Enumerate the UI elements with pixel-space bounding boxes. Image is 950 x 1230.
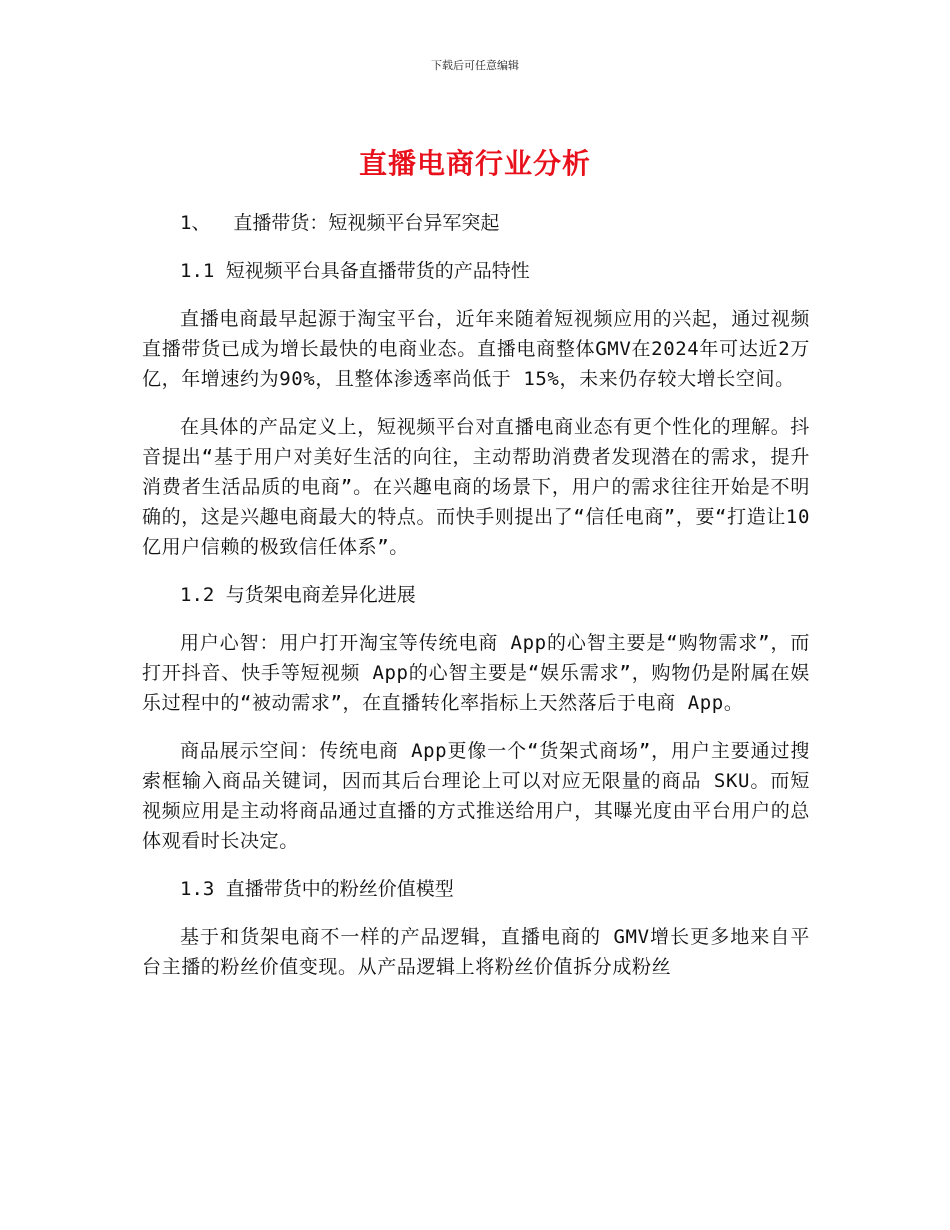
section-heading-1-3: 1.3 直播带货中的粉丝价值模型 [180, 878, 454, 900]
paragraph-fan-value: 基于和货架电商不一样的产品逻辑，直播电商的 GMV增长更多地来自平台主播的粉丝价值变现。从产品逻辑上将粉丝价值拆分成粉丝 [142, 926, 810, 978]
document-title: 直播电商行业分析 [358, 147, 591, 180]
paragraph-product-display: 商品展示空间：传统电商 App更像一个“货架式商场”，用户主要通过搜索框输入商品关键词，因而其后台理论上可以对应无限量的商品 SKU。而短视频应用是主动将商品通过直播的方式推送给用户，其曝光度由平台用户的总 体观看时长决定。 [142, 740, 810, 852]
paragraph-gmv-overview: 直播电商最早起源于淘宝平台，近年来随着短视频应用的兴起，通过视频直播带货已成为增长最快的电商业态。直播电商整体GMV在2024年可达近2万亿，年增速约为90%，且整体渗透率尚低于 15%，未来仍存较大增长空间。 [142, 308, 810, 390]
paragraph-user-mindset: 用户心智：用户打开淘宝等传统电商 App的心智主要是“购物需求”，而打开抖音、快手等短视频 App的心智主要是“娱乐需求”，购物仍是附属在娱乐过程中的“被动需求”，在直播转化率指标上天然落后于电商 App。 [142, 632, 810, 714]
page-header-note: 下载后可任意编辑 [431, 59, 519, 72]
section-heading-1: 1、 直播带货：短视频平台异军突起 [180, 212, 500, 234]
section-heading-1-1: 1.1 短视频平台具备直播带货的产品特性 [180, 260, 530, 282]
section-heading-1-2: 1.2 与货架电商差异化进展 [180, 584, 416, 606]
paragraph-product-definition: 在具体的产品定义上，短视频平台对直播电商业态有更个性化的理解。抖音提出“基于用户对美好生活的向往，主动帮助消费者发现潜在的需求，提升消费者生活品质的电商”。在兴趣电商的场景下，用户的需求往往开始是不明确的，这是兴趣电商最大的特点。而快手则提出了“信任电商”，要“打造让10亿用户信赖的极致信任体系”。 [142, 416, 810, 558]
document-body [142, 208, 810, 1000]
